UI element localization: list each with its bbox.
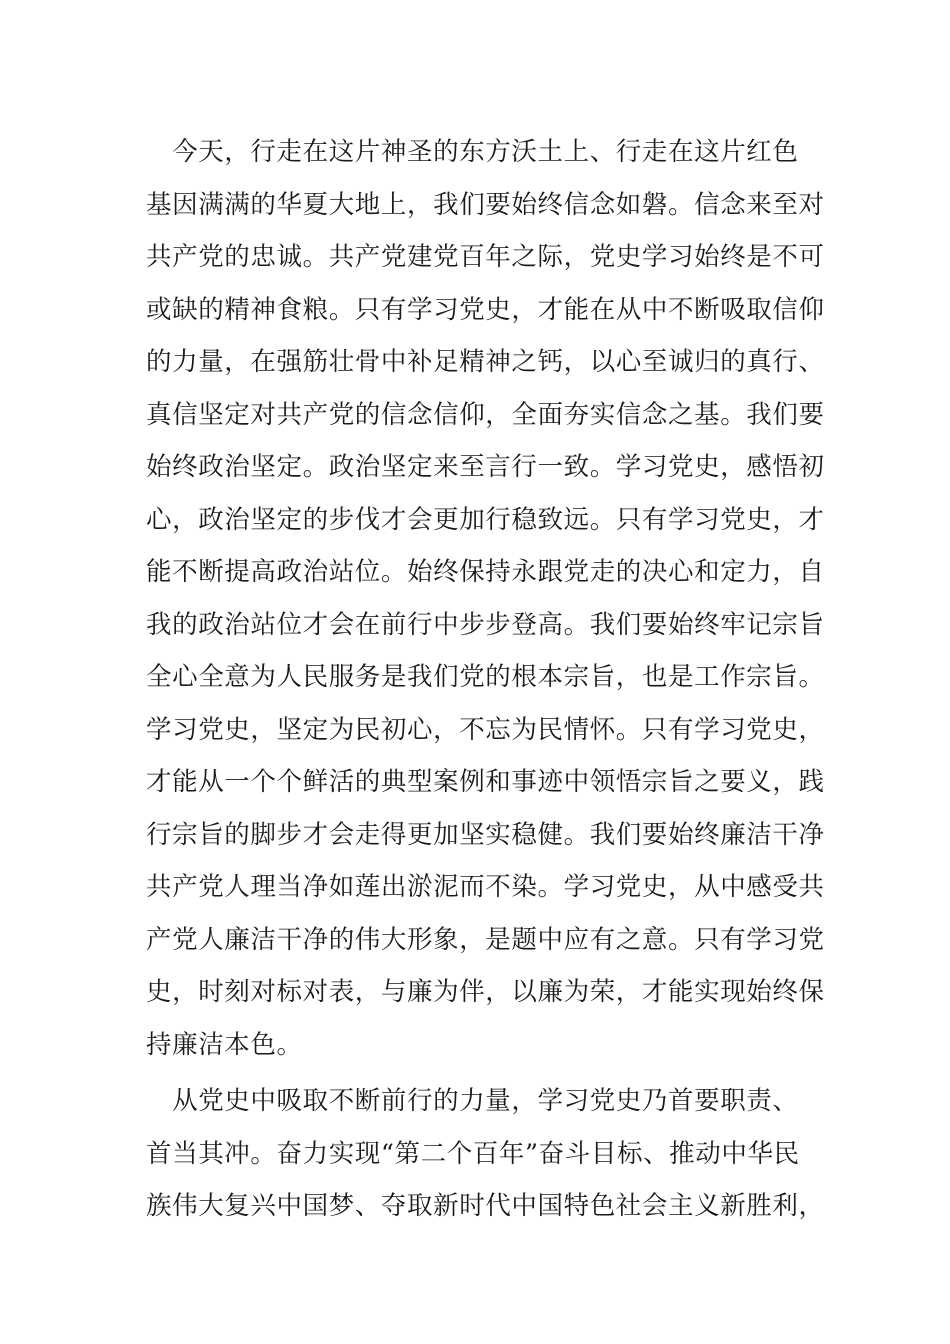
text-line: 心，政治坚定的步伐才会更加行稳致远。只有学习党史，才 [146, 504, 825, 535]
text-line: 的力量，在强筋壮骨中补足精神之钙，以心至诚归的真行、 [146, 347, 825, 377]
paragraph-1 [146, 126, 825, 1071]
text-line: 全心全意为人民服务是我们党的根本宗旨，也是工作宗旨。 [146, 662, 825, 692]
text-line: 学习党史，坚定为民初心，不忘为民情怀。只有学习党史， [146, 714, 825, 745]
text-line: 真信坚定对共产党的信念信仰，全面夯实信念之基。我们要 [146, 399, 825, 430]
text-line: 族伟大复兴中国梦、夺取新时代中国特色社会主义新胜利， [146, 1191, 825, 1221]
text-line: 行宗旨的脚步才会走得更加坚实稳健。我们要始终廉洁干净 [146, 819, 825, 850]
text-line: 始终政治坚定。政治坚定来至言行一致。学习党史，感悟初 [146, 452, 825, 482]
paragraph-2 [146, 1075, 825, 1233]
text-line: 能不断提高政治站位。始终保持永跟党走的决心和定力，自 [146, 557, 825, 587]
text-line: 从党史中吸取不断前行的力量，学习党史乃首要职责、 [146, 1086, 799, 1116]
text-line: 共产党的忠诚。共产党建党百年之际，党史学习始终是不可 [146, 242, 825, 272]
text-line: 持廉洁本色。 [146, 1029, 303, 1060]
text-line: 才能从一个个鲜活的典型案例和事迹中领悟宗旨之要义，践 [146, 767, 825, 797]
text-line: 共产党人理当净如莲出淤泥而不染。学习党史，从中感受共 [146, 872, 825, 902]
text-line: 产党人廉洁干净的伟大形象，是题中应有之意。只有学习党 [146, 924, 825, 955]
text-line: 我的政治站位才会在前行中步步登高。我们要始终牢记宗旨 [146, 609, 825, 640]
text-line: 首当其冲。奋力实现“第二个百年”奋斗目标、推动中华民 [146, 1138, 800, 1169]
document-body [146, 126, 825, 1233]
text-line: 史，时刻对标对表，与廉为伴，以廉为荣，才能实现始终保 [146, 977, 825, 1007]
text-line: 基因满满的华夏大地上，我们要始终信念如磐。信念来至对 [146, 189, 825, 220]
text-line: 或缺的精神食粮。只有学习党史，才能在从中不断吸取信仰 [146, 294, 825, 325]
text-line: 今天，行走在这片神圣的东方沃土上、行走在这片红色 [146, 137, 799, 167]
